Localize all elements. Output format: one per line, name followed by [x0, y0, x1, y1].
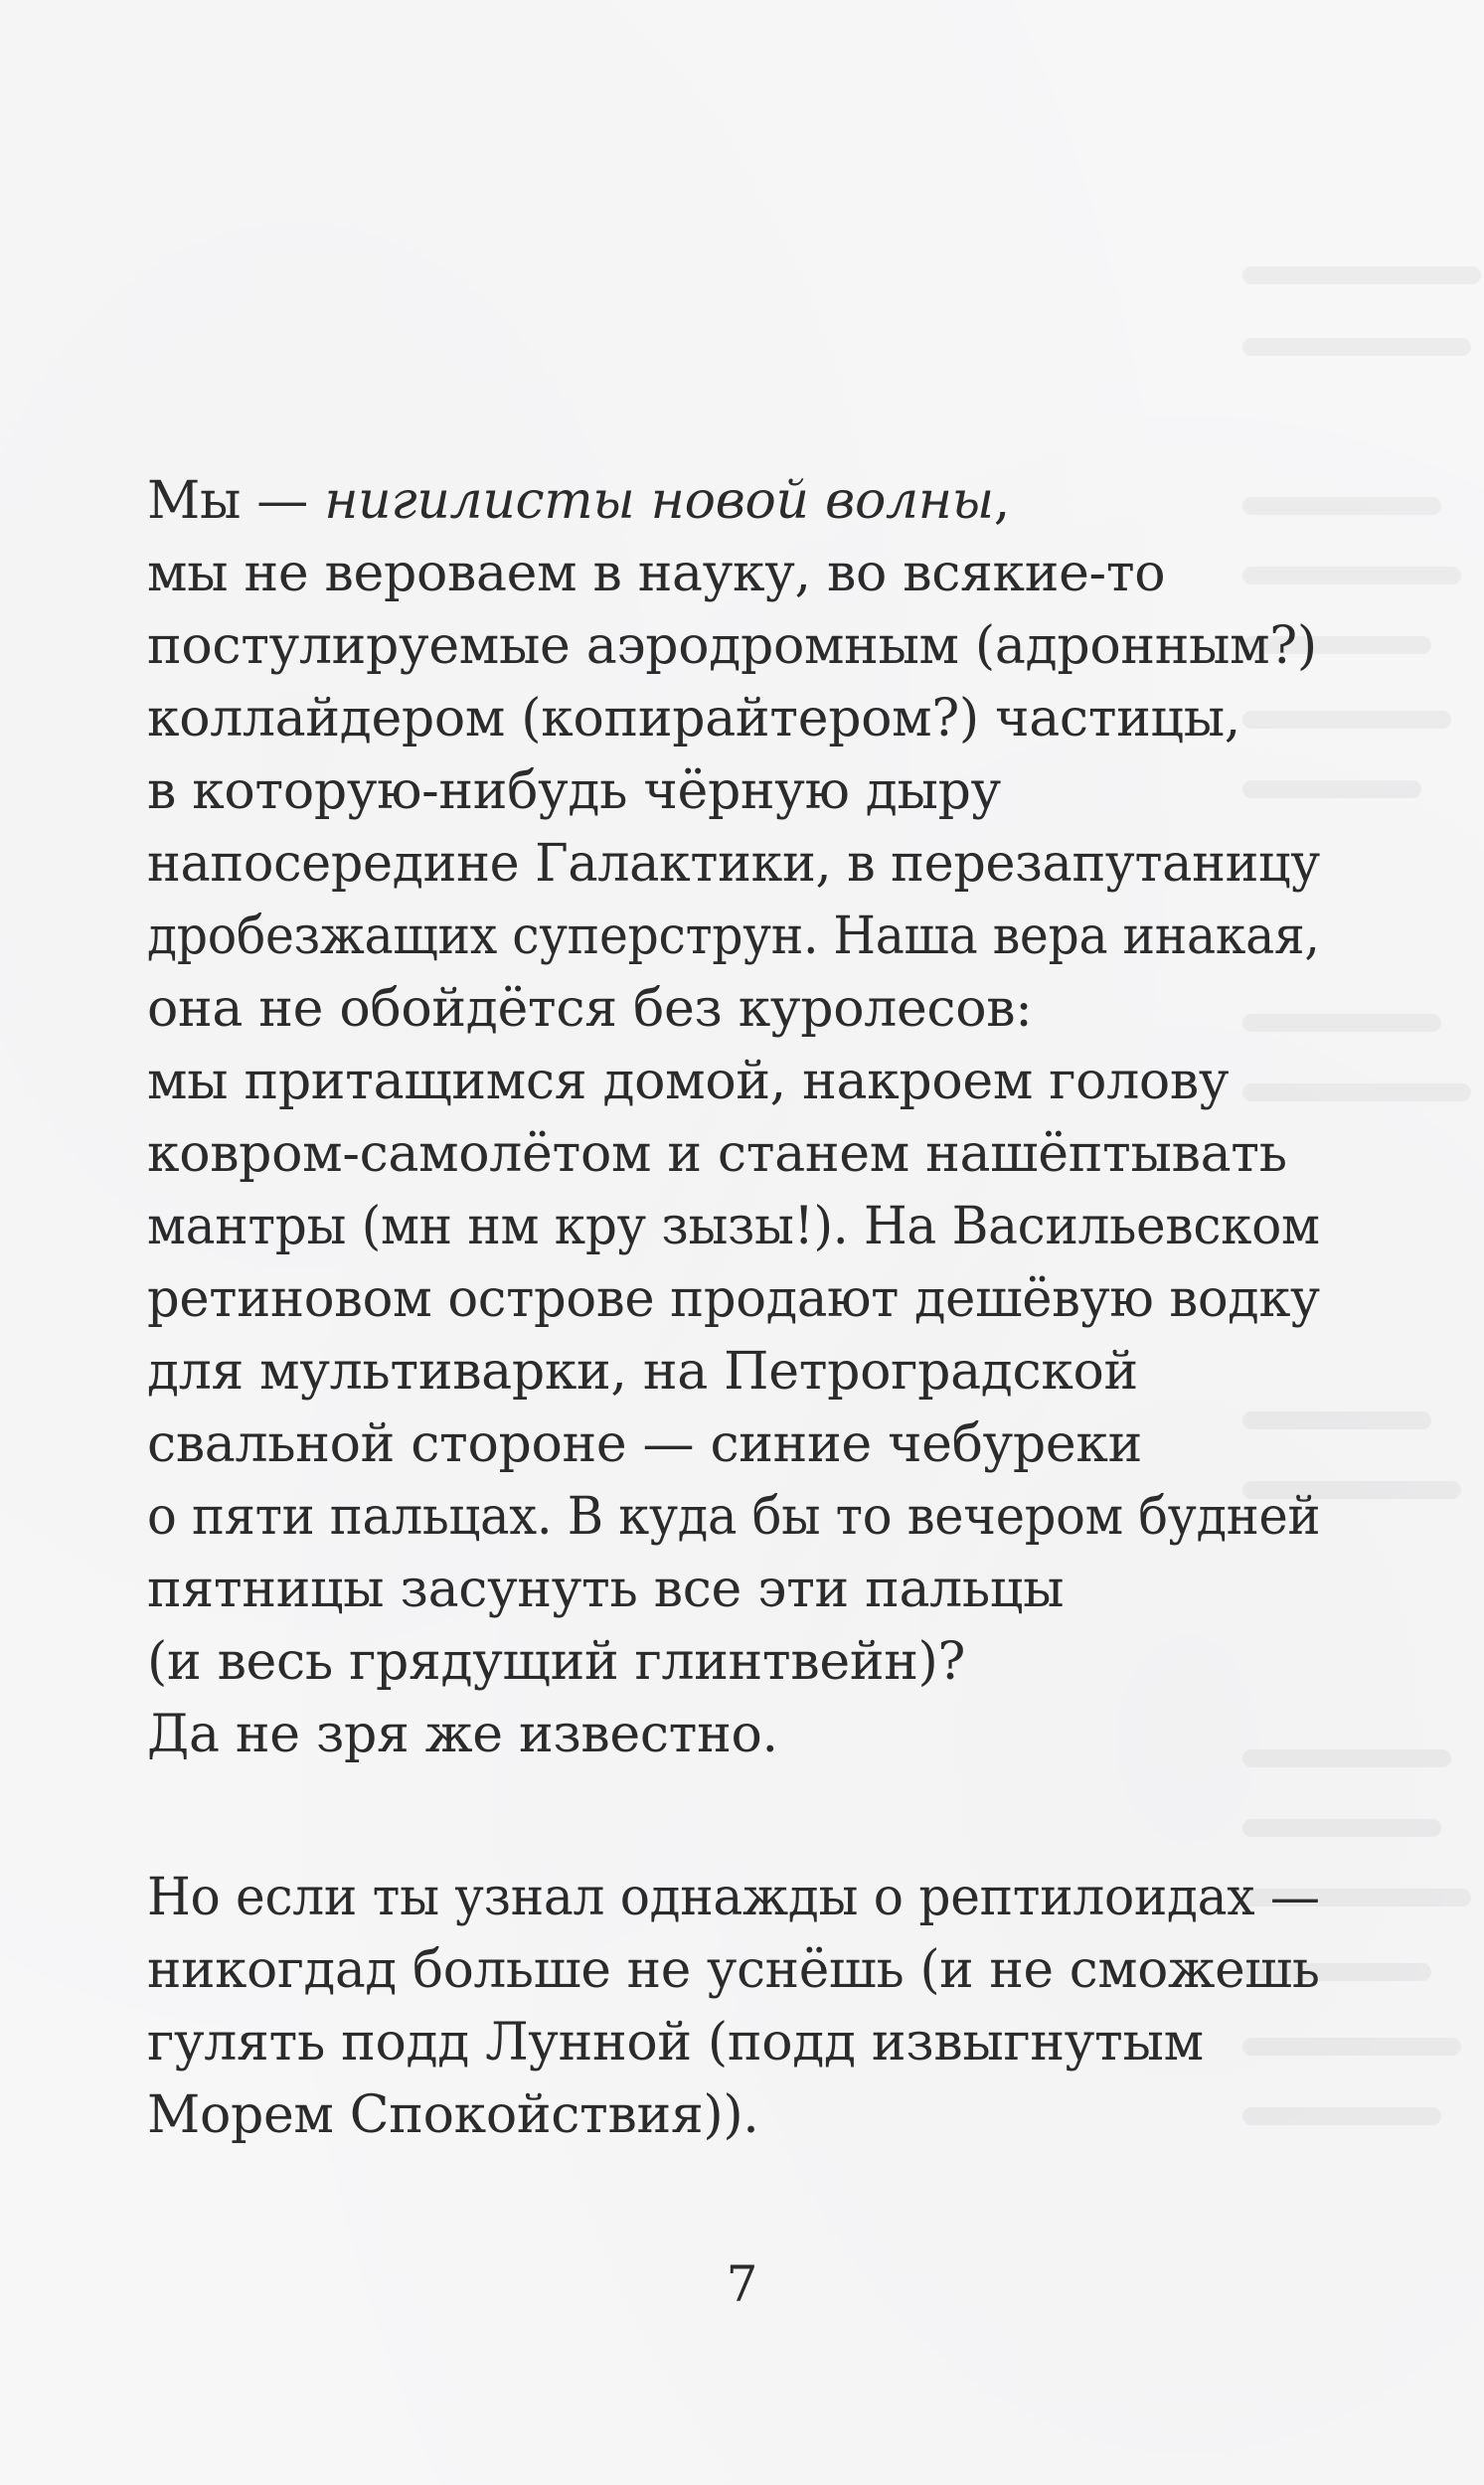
poem-line-2: мы не вероваем в науку, во всякие-то — [147, 544, 1166, 603]
poem-line-18: Да не зря же известно. — [147, 1705, 778, 1764]
poem-line-6: напосередине Галактики, в перезапутаницу — [147, 834, 1320, 894]
poem-line-1-italic: нигилисты новой волны — [324, 471, 994, 531]
page-number: 7 — [726, 2255, 758, 2313]
poem-line-5: в которую-нибудь чёрную дыру — [147, 761, 1001, 821]
stanza-2 — [147, 1862, 1320, 2152]
poem-line-21: гулять подд Лунной (подд извыгнутым — [147, 2013, 1204, 2072]
poem-line-3: постулируемые аэродромным (адронным?) — [147, 616, 1317, 676]
poem-line-12: ретиновом острове продают дешёвую водку — [147, 1269, 1320, 1329]
poem-line-16: пятницы засунуть все эти пальцы — [147, 1560, 1065, 1619]
poem-line-15: о пяти пальцах. В куда бы то вечером будней — [147, 1487, 1321, 1547]
poem-line-14: свальной стороне — синие чебуреки — [147, 1414, 1142, 1474]
stanza-1 — [147, 465, 1320, 1771]
poem-line-13: для мультиварки, на Петроградской — [147, 1342, 1138, 1402]
poem-line-17: (и весь грядущий глинтвейн)? — [147, 1632, 966, 1692]
poem-line-1 — [147, 465, 1320, 538]
poem-line-20: никогдад больше не уснёшь (и не сможешь — [147, 1940, 1320, 2000]
poem-line-7: дробезжащих суперструн. Наша вера инакая, — [147, 907, 1320, 966]
poem-line-8: она не обойдётся без куролесов: — [147, 979, 1033, 1039]
poem-line-1-suffix: , — [993, 471, 1010, 531]
poem-line-9: мы притащимся домой, накроем голову — [147, 1052, 1230, 1111]
poem-line-11: мантры (мн нм кру зызы!). На Васильевском — [147, 1197, 1320, 1256]
poem-line-4: коллайдером (копирайтером?) частицы, — [147, 689, 1241, 748]
poem — [147, 465, 1321, 2145]
poem-line-1-prefix: Мы — — [147, 471, 325, 531]
poem-line-19: Но если ты узнал однажды о рептилоидах — — [147, 1868, 1320, 1927]
poem-line-22: Морем Спокойствия)). — [147, 2085, 759, 2145]
poem-line-10: ковром-самолётом и станем нашёптывать — [147, 1124, 1287, 1184]
